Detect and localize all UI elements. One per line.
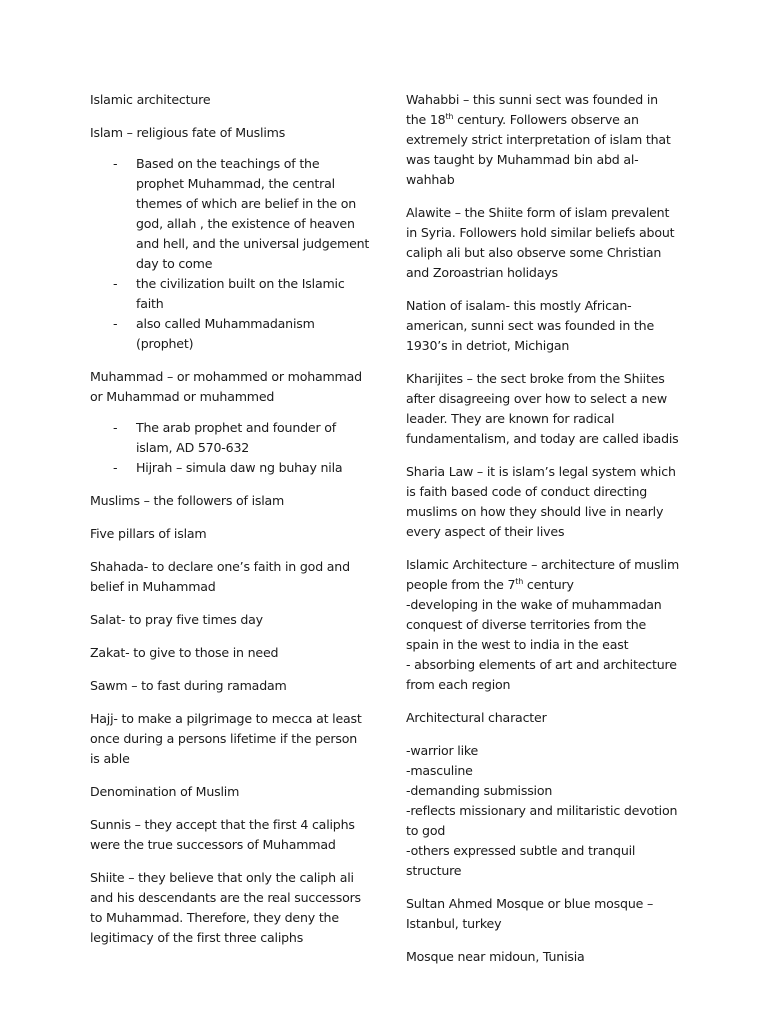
muhammad-bullet-list bbox=[90, 418, 370, 478]
zakat-pillar: Zakat- to give to those in need bbox=[90, 645, 279, 660]
islam-definition: Islam – religious fate of Muslims bbox=[90, 125, 286, 140]
shiite-definition: Shiite – they believe that only the caliph ali and his descendants are the real successors to Muhammad. Therefore, they deny the legitimacy of the first three caliphs bbox=[90, 870, 361, 945]
list-item: -warrior like bbox=[406, 743, 479, 758]
document-title: Islamic architecture bbox=[90, 92, 211, 107]
muslims-definition: Muslims – the followers of islam bbox=[90, 493, 285, 508]
list-item: -masculine bbox=[406, 763, 473, 778]
sharia-law-definition: Sharia Law – it is islam’s legal system which is faith based code of conduct directing muslims on how they should live in nearly every aspect of their lives bbox=[406, 464, 676, 539]
sawm-pillar: Sawm – to fast during ramadam bbox=[90, 678, 287, 693]
five-pillars-heading: Five pillars of islam bbox=[90, 526, 207, 541]
islamic-architecture-definition: Islamic Architecture – architecture of muslim people from the 7th century bbox=[406, 557, 680, 592]
list-item: - The arab prophet and founder of islam, AD 570-632 bbox=[113, 420, 336, 455]
architectural-character-heading: Architectural character bbox=[406, 710, 547, 725]
right-column bbox=[406, 90, 680, 980]
architectural-character-list bbox=[406, 741, 680, 881]
list-item: -reflects missionary and militaristic devotion to god bbox=[406, 803, 678, 838]
hajj-pillar: Hajj- to make a pilgrimage to mecca at least once during a persons lifetime if the person is able bbox=[90, 711, 362, 766]
list-item: -developing in the wake of muhammadan conquest of diverse territories from the spain in the west to india in the east bbox=[406, 597, 662, 652]
sunnis-definition: Sunnis – they accept that the first 4 caliphs were the true successors of Muhammad bbox=[90, 817, 355, 852]
left-column bbox=[90, 90, 370, 961]
salat-pillar: Salat- to pray five times day bbox=[90, 612, 263, 627]
denomination-heading: Denomination of Muslim bbox=[90, 784, 240, 799]
list-item: - also called Muhammadanism (prophet) bbox=[113, 316, 315, 351]
muhammad-definition: Muhammad – or mohammed or mohammad or Muhammad or muhammed bbox=[90, 369, 362, 404]
shahada-pillar: Shahada- to declare one’s faith in god and belief in Muhammad bbox=[90, 559, 350, 594]
wahabbi-definition: Wahabbi – this sunni sect was founded in the 18th century. Followers observe an extremely strict interpretation of islam that was taught by Muhammad bin abd al-wahhab bbox=[406, 92, 671, 187]
list-item: -demanding submission bbox=[406, 783, 553, 798]
sultan-ahmed-mosque: Sultan Ahmed Mosque or blue mosque – Istanbul, turkey bbox=[406, 896, 654, 931]
list-item: - Hijrah – simula daw ng buhay nila bbox=[113, 460, 343, 475]
islam-bullet-list bbox=[90, 154, 370, 354]
nation-of-islam-definition: Nation of isalam- this mostly African-american, sunni sect was founded in the 1930’s in detriot, Michigan bbox=[406, 298, 654, 353]
list-item: -others expressed subtle and tranquil structure bbox=[406, 843, 636, 878]
kharijites-definition: Kharijites – the sect broke from the Shiites after disagreeing over how to select a new leader. They are known for radical fundamentalism, and today are called ibadis bbox=[406, 371, 679, 446]
list-item: - the civilization built on the Islamic faith bbox=[113, 276, 345, 311]
alawite-definition: Alawite – the Shiite form of islam prevalent in Syria. Followers hold similar beliefs about caliph ali but also observe some Christian and Zoroastrian holidays bbox=[406, 205, 675, 280]
list-item: - absorbing elements of art and architecture from each region bbox=[406, 657, 677, 692]
islamic-architecture-section bbox=[406, 555, 680, 695]
mosque-near-midoun: Mosque near midoun, Tunisia bbox=[406, 949, 585, 964]
list-item: - Based on the teachings of the prophet Muhammad, the central themes of which are belief in the on god, allah , the existence of heaven and hell, and the universal judgement day to come bbox=[113, 156, 370, 271]
